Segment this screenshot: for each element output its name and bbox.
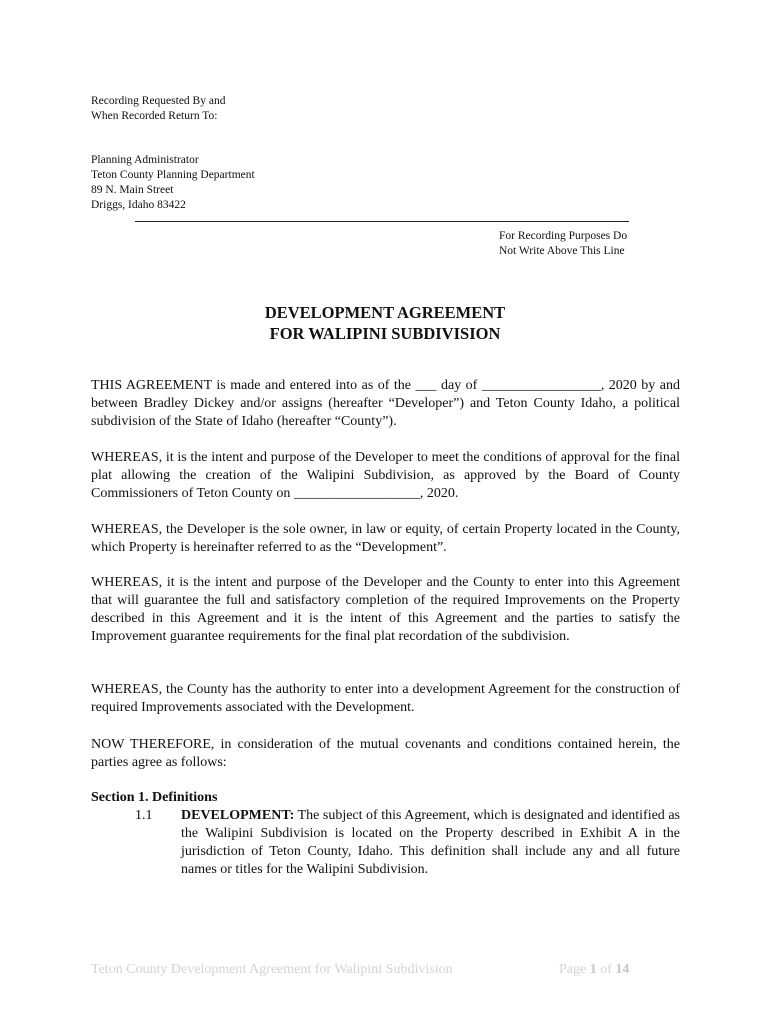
whereas-paragraph: WHEREAS, the County has the authority to enter into a development Agreement for the construction of required Improvements associated with the Development. [91, 682, 680, 715]
address-city: Driggs, Idaho 83422 [91, 199, 186, 211]
address-street: 89 N. Main Street [91, 184, 174, 196]
address-name: Planning Administrator [91, 154, 199, 166]
recording-note-line: Not Write Above This Line [499, 245, 625, 257]
whereas-paragraph: WHEREAS, it is the intent and purpose of the Developer to meet the conditions of approval for the final plat allowing the creation of the Walipini Subdivision, as approved by the Board of County Commissioners of Teton County on __________________, 2020. [91, 450, 680, 501]
definition-text: The subject of this Agreement, which is designated and identified as the Walipini Subdivision is located on the Property described in Exhibit A in the jurisdiction of Teton County, Idaho. This definition shall include any and all future names or titles for the Walipini Subdivision. [181, 808, 680, 877]
whereas-paragraph: WHEREAS, the Developer is the sole owner, in law or equity, of certain Property located in the County, which Property is hereinafter referred to as the “Development”. [91, 522, 680, 555]
address-department: Teton County Planning Department [91, 169, 255, 181]
definition-item [181, 807, 680, 879]
recording-purposes-note [499, 229, 627, 259]
footer-title: Teton County Development Agreement for Walipini Subdivision [91, 962, 453, 977]
page-of-label: of [596, 962, 616, 977]
whereas-paragraph: WHEREAS, it is the intent and purpose of the Developer and the County to enter into this Agreement that will guarantee the full and satisfactory completion of the required Improvements on the Property described in this Agreement and it is the intent of this Agreement and the parties to satisfy the Improvement guarantee requirements for the final plat recordation of the subdivision. [91, 575, 680, 644]
definition-term: DEVELOPMENT: [181, 808, 295, 823]
return-address-block [91, 153, 255, 213]
recorded-return-line: When Recorded Return To: [91, 110, 218, 122]
current-page: 1 [589, 962, 597, 977]
agreement-paragraph: THIS AGREEMENT is made and entered into as of the ___ day of _________________, 2020 by and between Bradley Dickey and/or assigns (hereafter “Developer”) and Teton County Idaho, a political subdivision of the State of Idaho (hereafter “County”). [91, 378, 680, 429]
total-pages: 14 [615, 962, 630, 977]
recording-requested-line: Recording Requested By and [91, 95, 226, 107]
now-therefore-paragraph: NOW THEREFORE, in consideration of the mutual covenants and conditions contained herein, the parties agree as follows: [91, 737, 680, 770]
page-number [559, 962, 629, 978]
section-heading: Section 1. Definitions [91, 790, 218, 805]
item-number: 1.1 [135, 808, 153, 823]
recording-divider-line [135, 221, 629, 222]
document-subtitle: FOR WALIPINI SUBDIVISION [269, 324, 501, 343]
recording-requested-block [91, 94, 225, 124]
page-label: Page [559, 962, 590, 977]
recording-note-line: For Recording Purposes Do [499, 230, 628, 242]
document-title: DEVELOPMENT AGREEMENT [264, 303, 506, 322]
